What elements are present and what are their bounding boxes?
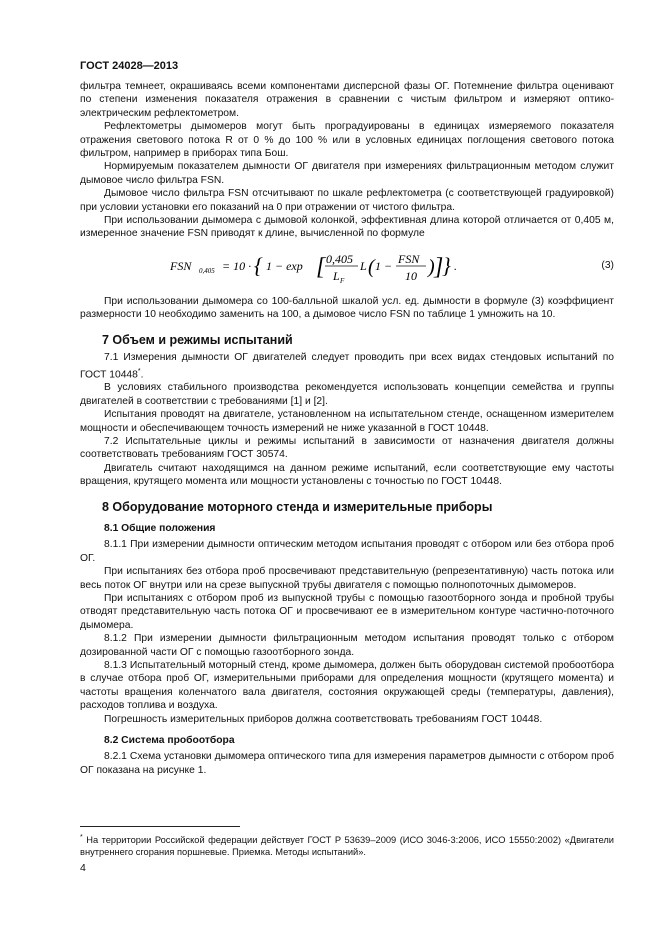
paragraph: Погрешность измерительных приборов должна соответствовать требованиям ГОСТ 10448.	[104, 713, 543, 725]
paragraph: Двигатель считают находящимся на данном режиме испытаний, если соответствующие ему частоты вращения, крутящего момента или мощности установлены с точностью по ГОСТ 10448.	[80, 462, 614, 488]
formula-3	[80, 243, 614, 289]
formula-number: (3)	[601, 259, 614, 271]
paragraph: При испытаниях без отбора проб просвечивают представительную (репрезентативную) часть потока или весь поток ОГ внутри или на срезе выпускной трубы двигателя с помощью полнопоточных дымомеров.	[80, 566, 614, 591]
page-content	[80, 80, 614, 777]
formula-paren-open: (	[368, 255, 375, 278]
formula-lhs-sub: 0,405	[199, 266, 215, 275]
formula-brace-close: }	[442, 252, 451, 278]
paragraph	[80, 351, 614, 381]
paragraph-end: .	[140, 368, 144, 380]
formula-expression	[170, 243, 490, 289]
page-number: 4	[80, 862, 86, 874]
paragraph: Нормируемым показателем дымности ОГ двигателя при измерениях фильтрационным методом служит дымовое число фильтра FSN.	[80, 161, 614, 186]
footnote	[80, 832, 614, 858]
footnote-divider	[80, 826, 240, 827]
formula-den: L	[333, 268, 340, 283]
paragraph: При использовании дымомера с дымовой колонкой, эффективная длина которой отличается от 0,405 м, измеренное значение FSN приводят к длине, вычисленной по формуле	[80, 215, 614, 240]
footnote-text: На территории Российской федерации действует ГОСТ Р 53639–2009 (ИСО 3046-3:2006, ИСО 15550:2002) «Двигатели внутреннего сгорания поршневые. Приемка. Методы испытаний».	[80, 835, 614, 858]
section-8-title: 8 Оборудование моторного стенда и измерительные приборы	[102, 499, 493, 514]
formula-l: L	[360, 258, 367, 273]
formula-tail: .	[454, 258, 457, 273]
footnote-mark: *	[80, 834, 83, 841]
subsection-8-1-title: 8.1 Общие положения	[104, 522, 216, 534]
paragraph: 8.1.1 При измерении дымности оптическим методом испытания проводят с отбором или без отбора проб ОГ.	[80, 539, 614, 564]
paragraph: 7.2 Испытательные циклы и режимы испытаний в зависимости от назначения двигателя должны соответствовать требованиям ГОСТ 30574.	[80, 435, 614, 461]
document-header: ГОСТ 24028—2013	[80, 60, 179, 72]
formula-bracket-close: ]	[434, 253, 444, 280]
formula-brace-open: {	[254, 252, 263, 278]
footnote-ref: *	[137, 367, 141, 375]
paragraph: 8.1.2 При измерении дымности фильтрационным методом испытания проводят только с отбором дозированной части ОГ с помощью газоотборного зонда.	[80, 633, 614, 658]
paragraph: В условиях стабильного производства рекомендуется использовать концепции семейства и группы двигателей в соответствии с требованиями [1] и [2].	[80, 382, 614, 407]
paragraph: Рефлектометры дымомеров могут быть проградуированы в единицах измеряемого показателя отражения светового потока R от 0 % до 100 % или в условных единицах поглощения светового потока фильтром, например в приборах типа Бош.	[80, 121, 614, 160]
formula-one-minus: 1 −	[375, 258, 393, 273]
paragraph: При испытаниях с отбором проб из выпускной трубы с помощью газоотборного зонда и пробной трубы отводят представительную часть потока ОГ и просвечивают ее в измерительном контуре частично-поточного дымомера.	[80, 593, 614, 631]
formula-paren-close: )	[428, 255, 435, 278]
formula-eq-ten: = 10 ·	[222, 258, 252, 273]
formula-ten: 10	[405, 268, 417, 283]
section-7-title: 7 Объем и режимы испытаний	[102, 332, 293, 347]
formula-one-minus-exp: 1 − exp	[266, 258, 303, 273]
paragraph-text: 7.1 Измерения дымности ОГ двигателей следует проводить при всех видах стендовых испытаний по ГОСТ 10448	[80, 352, 614, 380]
formula-den-sub: F	[340, 276, 345, 285]
paragraph: 8.2.1 Схема установки дымомера оптического типа для измерения параметров дымности с отбором проб ОГ показана на рисунке 1.	[80, 751, 614, 776]
paragraph: 8.1.3 Испытательный моторный стенд, кроме дымомера, должен быть оборудован системой пробоотбора в случае отбора проб ОГ, измерительными приборами для определения мощности (крутящего момента) и частоты вращения коленчатого вала двигателя, состояния окружающей среды (температуры, давления), расходов топлива и воздуха.	[80, 660, 614, 712]
paragraph: Испытания проводят на двигателе, установленном на испытательном стенде, оснащенном измерителем мощности и обеспечивающем точность измерений не ниже указанной в ГОСТ 10448.	[80, 409, 614, 434]
paragraph: фильтра темнеет, окрашиваясь всеми компонентами дисперсной фазы ОГ. Потемнение фильтра оценивают по степени изменения показателя отражения в сравнении с чистым фильтром и измеряют оптико-электрическим рефлектометром.	[80, 81, 614, 119]
formula-fsn: FSN	[398, 251, 420, 266]
formula-lhs: FSN	[170, 258, 192, 273]
formula-num: 0,405	[326, 251, 353, 266]
paragraph: Дымовое число фильтра FSN отсчитывают по шкале рефлектометра (с соответствующей градуировкой) при условии установки его показаний на 0 при отражении от чистого фильтра.	[80, 188, 614, 213]
subsection-8-2-title: 8.2 Система пробоотбора	[104, 735, 235, 747]
paragraph: При использовании дымомера со 100-балльной шкалой усл. ед. дымности в формуле (3) коэффициент размерности 10 необходимо заменить на 100, а дымовое число FSN по таблице 1 умножить на 10.	[80, 295, 614, 321]
formula-bracket-open: [	[316, 253, 326, 280]
